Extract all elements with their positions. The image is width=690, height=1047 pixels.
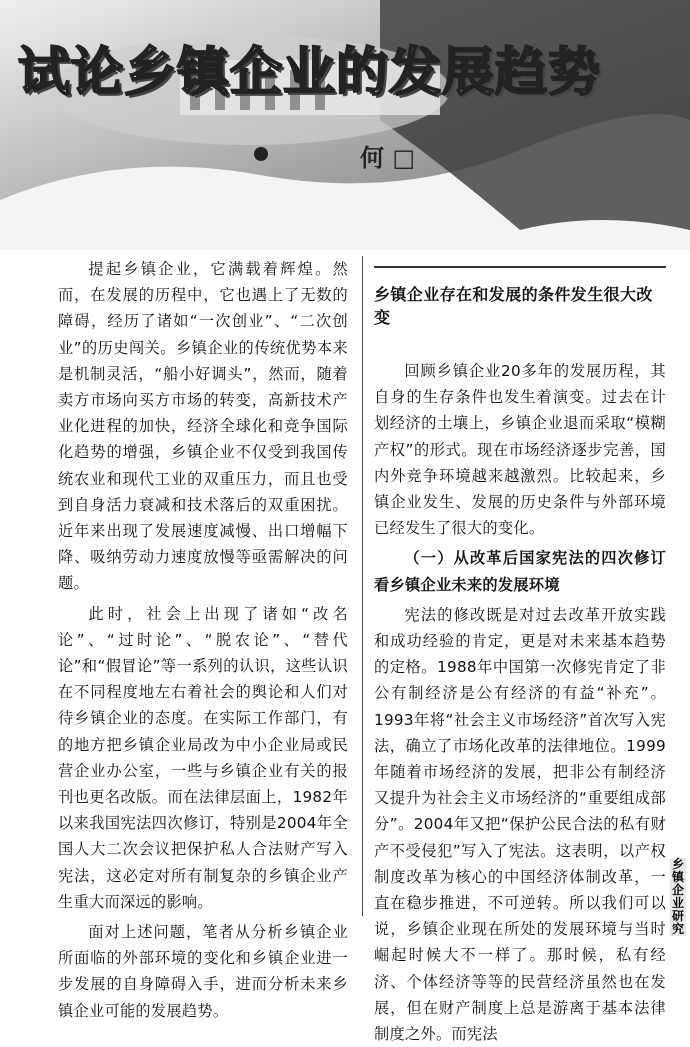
right-column (374, 256, 666, 1047)
article-author: 何 □ (360, 144, 416, 172)
subsection-heading: （一）从改革后国家宪法的四次修订看乡镇企业未来的发展环境 (374, 549, 666, 594)
journal-edge-label: 乡镇企业研究 (671, 857, 684, 936)
left-column (58, 256, 348, 1024)
right-body-paragraph: 宪法的修改既是对过去改革开放实践和成功经验的肯定，更是对未来基本趋势的定格。1988年中国第一次修宪肯定了非公有制经济是公有经济的有益“补充”。1993年将“社会主义市场经济”首次写入宪法，确立了市场化改革的法律地位。1999年随着市场经济的发展，把非公有制经济又提升为社会主义市场经济的“重要组成部分”。2004年又把“保护公民合法的私有财产不受侵犯”写入了宪法。这表明，以产权制度改革为核心的中国经济体制改革，一直在稳步推进，不可逆转。所以我们可以说，乡镇企业现在所处的发展环境与当时崛起时候大不一样了。那时候，私有经济、个体经济等等的民营经济虽然也在发展，但在财产制度上总是游离于基本法律制度之外。而宪法 (374, 605, 666, 1044)
right-intro-paragraph: 回顾乡镇企业20多年的发展历程，其自身的生存条件也发生着演变。过去在计划经济的土壤上，乡镇企业退而采取“模糊产权”的形式。现在市场经济逐步完善，国内外竞争环境越来越激烈。比较起来，乡镇企业发生、发展的历史条件与外部环境已经发生了很大的变化。 (374, 362, 666, 538)
section-heading: 乡镇企业存在和发展的条件发生很大改变 (374, 285, 653, 327)
left-paragraph-3: 面对上述问题，笔者从分析乡镇企业所面临的外部环境的变化和乡镇企业进一步发展的自身障碍入手，进而分析未来乡镇企业可能的发展趋势。 (58, 923, 348, 1020)
article-title: 试论乡镇企业的发展趋势 (18, 43, 602, 103)
bullet-dot (254, 147, 268, 161)
left-paragraph-1: 提起乡镇企业，它满载着辉煌。然而，在发展的历程中，它也遇上了无数的障碍，经历了诸如“一次创业”、“二次创业”的历史闯关。乡镇企业的传统优势本来是机制灵活，“船小好调头”，然而，随着卖方市场向买方市场的转变，高新技术产业化进程的加快，经济全球化和竞争国际化趋势的增强，乡镇企业不仅受到我国传统农业和现代工业的双重压力，而且也受到自身活力衰减和技术落后的双重困扰。近年来出现了发展速度减慢、出口增幅下降、吸纳劳动力速度放慢等亟需解决的问题。 (58, 260, 348, 593)
left-paragraph-2: 此时，社会上出现了诸如“改名论”、“过时论”、“脱农论”、“替代论”和“假冒论”等一系列的认识，这些认识在不同程度地左右着社会的舆论和人们对待乡镇企业的态度。在实际工作部门，有的地方把乡镇企业局改为中小企业局或民营企业办公室，一些与乡镇企业有关的报刊也更名改版。而在法律层面上，1982年以来我国宪法四次修订，特别是2004年全国人大二次会议把保护私人合法财产写入宪法，这必定对所有制复杂的乡镇企业产生重大而深远的影响。 (58, 604, 348, 911)
column-divider (362, 256, 363, 916)
header-banner (0, 0, 690, 250)
